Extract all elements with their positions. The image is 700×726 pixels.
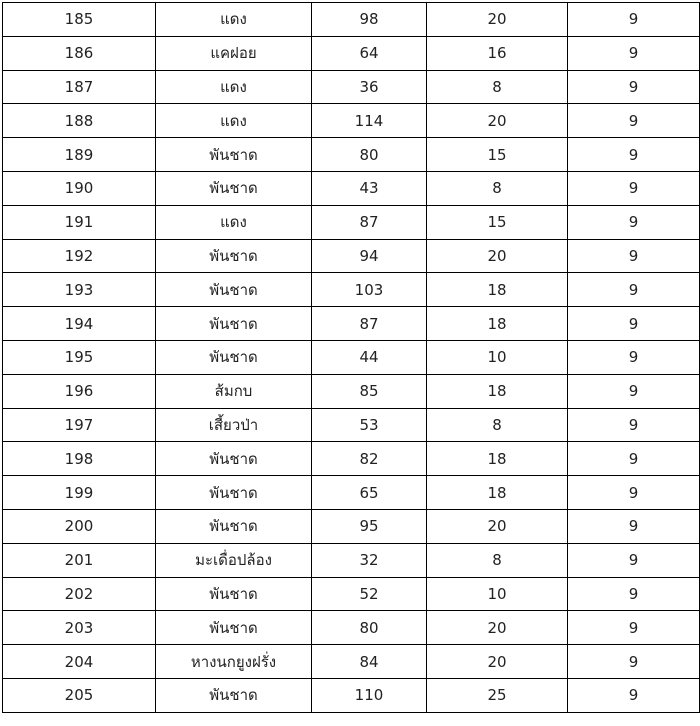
value-cell: 9 [568, 3, 700, 37]
value-cell: 9 [568, 678, 700, 712]
row-number-cell: 192 [3, 239, 156, 273]
table-row [3, 273, 700, 307]
value-cell: 9 [568, 543, 700, 577]
row-number-cell: 189 [3, 138, 156, 172]
value-cell: 10 [427, 577, 568, 611]
row-number-cell: 201 [3, 543, 156, 577]
table-row [3, 307, 700, 341]
table-body [3, 3, 700, 713]
data-table [2, 2, 700, 713]
table-row [3, 171, 700, 205]
species-name-cell: แดง [156, 3, 312, 37]
species-name-cell: พันชาด [156, 678, 312, 712]
value-cell: 16 [427, 36, 568, 70]
value-cell: 9 [568, 374, 700, 408]
species-name-cell: พันชาด [156, 307, 312, 341]
species-name-cell: พันชาด [156, 171, 312, 205]
row-number-cell: 200 [3, 509, 156, 543]
value-cell: 9 [568, 70, 700, 104]
value-cell: 9 [568, 239, 700, 273]
value-cell: 53 [312, 408, 427, 442]
value-cell: 87 [312, 205, 427, 239]
species-name-cell: พันชาด [156, 273, 312, 307]
value-cell: 20 [427, 3, 568, 37]
table-row [3, 476, 700, 510]
value-cell: 9 [568, 104, 700, 138]
value-cell: 10 [427, 340, 568, 374]
table-row [3, 611, 700, 645]
value-cell: 94 [312, 239, 427, 273]
value-cell: 43 [312, 171, 427, 205]
value-cell: 20 [427, 645, 568, 679]
species-name-cell: พันชาด [156, 138, 312, 172]
table-container [2, 2, 700, 713]
value-cell: 18 [427, 273, 568, 307]
row-number-cell: 190 [3, 171, 156, 205]
value-cell: 103 [312, 273, 427, 307]
value-cell: 95 [312, 509, 427, 543]
species-name-cell: แดง [156, 70, 312, 104]
table-row [3, 70, 700, 104]
value-cell: 84 [312, 645, 427, 679]
species-name-cell: แดง [156, 205, 312, 239]
value-cell: 9 [568, 307, 700, 341]
row-number-cell: 191 [3, 205, 156, 239]
value-cell: 64 [312, 36, 427, 70]
table-row [3, 374, 700, 408]
species-name-cell: พันชาด [156, 611, 312, 645]
species-name-cell: ส้มกบ [156, 374, 312, 408]
row-number-cell: 203 [3, 611, 156, 645]
table-row [3, 205, 700, 239]
value-cell: 82 [312, 442, 427, 476]
value-cell: 114 [312, 104, 427, 138]
value-cell: 87 [312, 307, 427, 341]
table-row [3, 509, 700, 543]
value-cell: 20 [427, 104, 568, 138]
species-name-cell: พันชาด [156, 476, 312, 510]
value-cell: 9 [568, 476, 700, 510]
species-name-cell: พันชาด [156, 509, 312, 543]
value-cell: 15 [427, 205, 568, 239]
table-row [3, 577, 700, 611]
row-number-cell: 197 [3, 408, 156, 442]
row-number-cell: 199 [3, 476, 156, 510]
species-name-cell: แคฝอย [156, 36, 312, 70]
row-number-cell: 205 [3, 678, 156, 712]
table-row [3, 442, 700, 476]
value-cell: 8 [427, 171, 568, 205]
value-cell: 15 [427, 138, 568, 172]
table-row [3, 3, 700, 37]
table-row [3, 543, 700, 577]
value-cell: 9 [568, 138, 700, 172]
value-cell: 98 [312, 3, 427, 37]
value-cell: 9 [568, 509, 700, 543]
value-cell: 9 [568, 171, 700, 205]
table-row [3, 104, 700, 138]
table-row [3, 138, 700, 172]
table-row [3, 36, 700, 70]
value-cell: 18 [427, 476, 568, 510]
row-number-cell: 196 [3, 374, 156, 408]
value-cell: 9 [568, 408, 700, 442]
species-name-cell: มะเดื่อปล้อง [156, 543, 312, 577]
row-number-cell: 186 [3, 36, 156, 70]
value-cell: 44 [312, 340, 427, 374]
species-name-cell: พันชาด [156, 442, 312, 476]
row-number-cell: 194 [3, 307, 156, 341]
row-number-cell: 193 [3, 273, 156, 307]
table-row [3, 408, 700, 442]
species-name-cell: หางนกยูงฝรั่ง [156, 645, 312, 679]
table-row [3, 678, 700, 712]
value-cell: 18 [427, 442, 568, 476]
value-cell: 80 [312, 138, 427, 172]
value-cell: 9 [568, 36, 700, 70]
table-row [3, 239, 700, 273]
species-name-cell: พันชาด [156, 239, 312, 273]
value-cell: 20 [427, 509, 568, 543]
value-cell: 9 [568, 205, 700, 239]
table-row [3, 340, 700, 374]
value-cell: 36 [312, 70, 427, 104]
species-name-cell: พันชาด [156, 340, 312, 374]
value-cell: 9 [568, 611, 700, 645]
row-number-cell: 195 [3, 340, 156, 374]
value-cell: 9 [568, 442, 700, 476]
value-cell: 9 [568, 577, 700, 611]
value-cell: 8 [427, 408, 568, 442]
value-cell: 65 [312, 476, 427, 510]
value-cell: 18 [427, 374, 568, 408]
value-cell: 9 [568, 273, 700, 307]
value-cell: 110 [312, 678, 427, 712]
value-cell: 8 [427, 543, 568, 577]
row-number-cell: 187 [3, 70, 156, 104]
species-name-cell: พันชาด [156, 577, 312, 611]
value-cell: 18 [427, 307, 568, 341]
value-cell: 20 [427, 239, 568, 273]
row-number-cell: 188 [3, 104, 156, 138]
value-cell: 52 [312, 577, 427, 611]
species-name-cell: แดง [156, 104, 312, 138]
row-number-cell: 185 [3, 3, 156, 37]
value-cell: 8 [427, 70, 568, 104]
species-name-cell: เสี้ยวป่า [156, 408, 312, 442]
value-cell: 80 [312, 611, 427, 645]
row-number-cell: 198 [3, 442, 156, 476]
value-cell: 32 [312, 543, 427, 577]
value-cell: 20 [427, 611, 568, 645]
row-number-cell: 202 [3, 577, 156, 611]
row-number-cell: 204 [3, 645, 156, 679]
value-cell: 85 [312, 374, 427, 408]
value-cell: 25 [427, 678, 568, 712]
value-cell: 9 [568, 340, 700, 374]
table-row [3, 645, 700, 679]
value-cell: 9 [568, 645, 700, 679]
